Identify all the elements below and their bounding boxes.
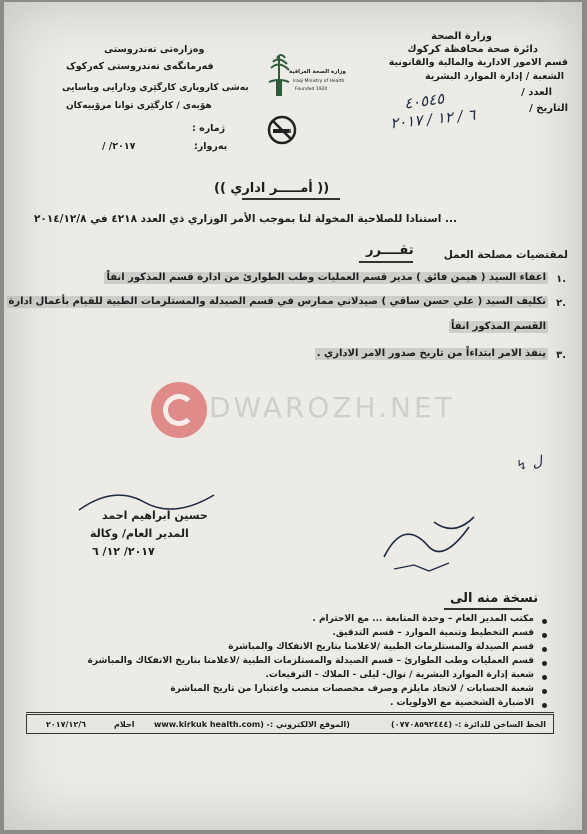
copy-item: قسم الصيدلة والمستلزمات الطبية /لاعلامنا بتاريخ الانفكاك والمباشرة xyxy=(228,642,534,652)
list-bullet xyxy=(542,703,547,708)
item-number: ٢. xyxy=(556,298,566,309)
title-underline xyxy=(242,198,340,200)
signature-handwritten-icon xyxy=(374,507,484,577)
header-department-ku: بەشی کاروباری کارگێری ودارایی ویاسایی xyxy=(62,83,249,93)
item-text-continued: القسم المذكور انفاً xyxy=(451,321,546,332)
item-number: ٣. xyxy=(556,350,566,361)
copies-underline xyxy=(444,608,522,610)
header-date-label-ku: بەروار: xyxy=(194,141,228,152)
list-bullet xyxy=(542,675,547,680)
footer-website: (الموقع الالكتروني :- (www.kirkuk health.com xyxy=(154,720,350,729)
header-date-label: التاريخ / xyxy=(529,103,568,114)
copy-item: شعبة الحسابات / لاتخاذ مايلزم وصرف مخصصات منصب واعتبارا من تاريخ المباشرة xyxy=(170,684,534,694)
footer-date: ٢٠١٧/١٢/٦ xyxy=(46,720,87,729)
item-text: اعفاء السيد ( هيمن فائق ) مدير قسم العمليات وطب الطوارئ من ادارة قسم المذكور انفاً xyxy=(106,272,546,283)
signatory-name: حسين ابراهيم احمد xyxy=(102,509,208,522)
header-number-label-ku: ژمارە : xyxy=(192,123,226,134)
decision-word: تقــــرر xyxy=(366,243,414,258)
item-text: ينفذ الامر ابتداءاً من تاريخ صدور الامر الاداري . xyxy=(316,348,546,359)
list-bullet xyxy=(542,689,547,694)
signature-date: ٢٠١٧/ ١٢/ ٦ xyxy=(92,545,155,558)
logo-founded: Founded 1920 xyxy=(295,87,328,92)
handwritten-number: ٤٠٥٤٥ xyxy=(402,89,446,113)
item-text: تكليف السيد ( علي حسن ساقي ) صيدلاني ممارس في قسم الصيدلة والمستلزمات الطبية للقيام بأعمال ادارة xyxy=(8,296,546,307)
copy-item: قسم العمليات وطب الطوارئ – قسم الصيدلة والمستلزمات الطبية /لاعلامنا بتاريخ الانفكاك والمباشرة xyxy=(87,656,534,666)
footer-rule-top xyxy=(26,712,554,713)
header-section-ku: هۆبەی / کارگێری توانا مرۆییەکان xyxy=(66,101,212,111)
copy-item: مكتب المدير العام – وحدة المتابعة ... مع الاحترام . xyxy=(312,614,534,624)
watermark-text: DWAROZH.NET xyxy=(209,391,455,424)
header-section-ar: الشعبة / إدارة الموارد البشرية xyxy=(424,71,564,82)
copy-item: قسم التخطيط وتنمية الموارد – قسم التدقيق. xyxy=(332,628,534,638)
list-bullet xyxy=(542,633,547,638)
logo-name-ar: وزارة الصحة العراقية xyxy=(289,69,346,75)
document-page xyxy=(4,2,582,830)
footer-hotline: الخط الساخن للدائرة :- (٠٧٧٠٨٥٩٢٤٤٤) xyxy=(391,720,546,729)
header-number-label: العدد / xyxy=(521,87,552,98)
header-directorate-ar: دائرة صحة محافظة كركوك xyxy=(407,44,538,55)
decision-intro: لمقتضيات مصلحة العمل xyxy=(443,249,568,261)
no-smoking-icon xyxy=(266,114,298,146)
handwritten-note: ↯ ل xyxy=(514,453,544,475)
copy-item: شعبة إدارة الموارد البشرية / نوال- ليلى - الملاك - الترفيعات. xyxy=(265,670,534,680)
list-bullet xyxy=(542,647,547,652)
decision-underline xyxy=(359,261,413,263)
signature-scribble-icon xyxy=(74,480,224,520)
header-directorate-ku: فەرمانگەی تەندروستی کەرکوک xyxy=(66,61,214,72)
header-department-ar: قسم الامور الادارية والمالية والقانونية xyxy=(388,57,568,68)
header-date-value-ku: / /٢٠١٧ xyxy=(102,141,136,152)
handwritten-date: ٦ / ١٢ / ٢٠١٧ xyxy=(389,105,477,133)
preamble: ... استنادا للصلاحية المخولة لنا بموجب الأمر الوزاري ذي العدد ٤٢١٨ في ٢٠١٤/١٢/٨ xyxy=(34,213,457,225)
footer-slogan: احلام xyxy=(114,720,135,729)
copy-item: الاضبارة الشخصية مع الاولويات . xyxy=(389,698,534,708)
item-number: ١. xyxy=(556,274,566,285)
ministry-logo xyxy=(259,50,346,110)
signatory-title: المدير العام/ وكالة xyxy=(90,527,189,540)
watermark-logo-icon xyxy=(151,382,207,438)
list-bullet xyxy=(542,661,547,666)
header-ministry-ar: وزارة الصحة xyxy=(431,31,492,42)
order-title: (( أمـــــر اداري )) xyxy=(214,181,330,196)
logo-name-en: Iraqi Ministry of Health xyxy=(293,79,345,84)
list-bullet xyxy=(542,619,547,624)
header-ministry-ku: وەزارەتى تەندروستى xyxy=(104,44,205,55)
copies-title: نسخة منه الى xyxy=(450,591,539,606)
